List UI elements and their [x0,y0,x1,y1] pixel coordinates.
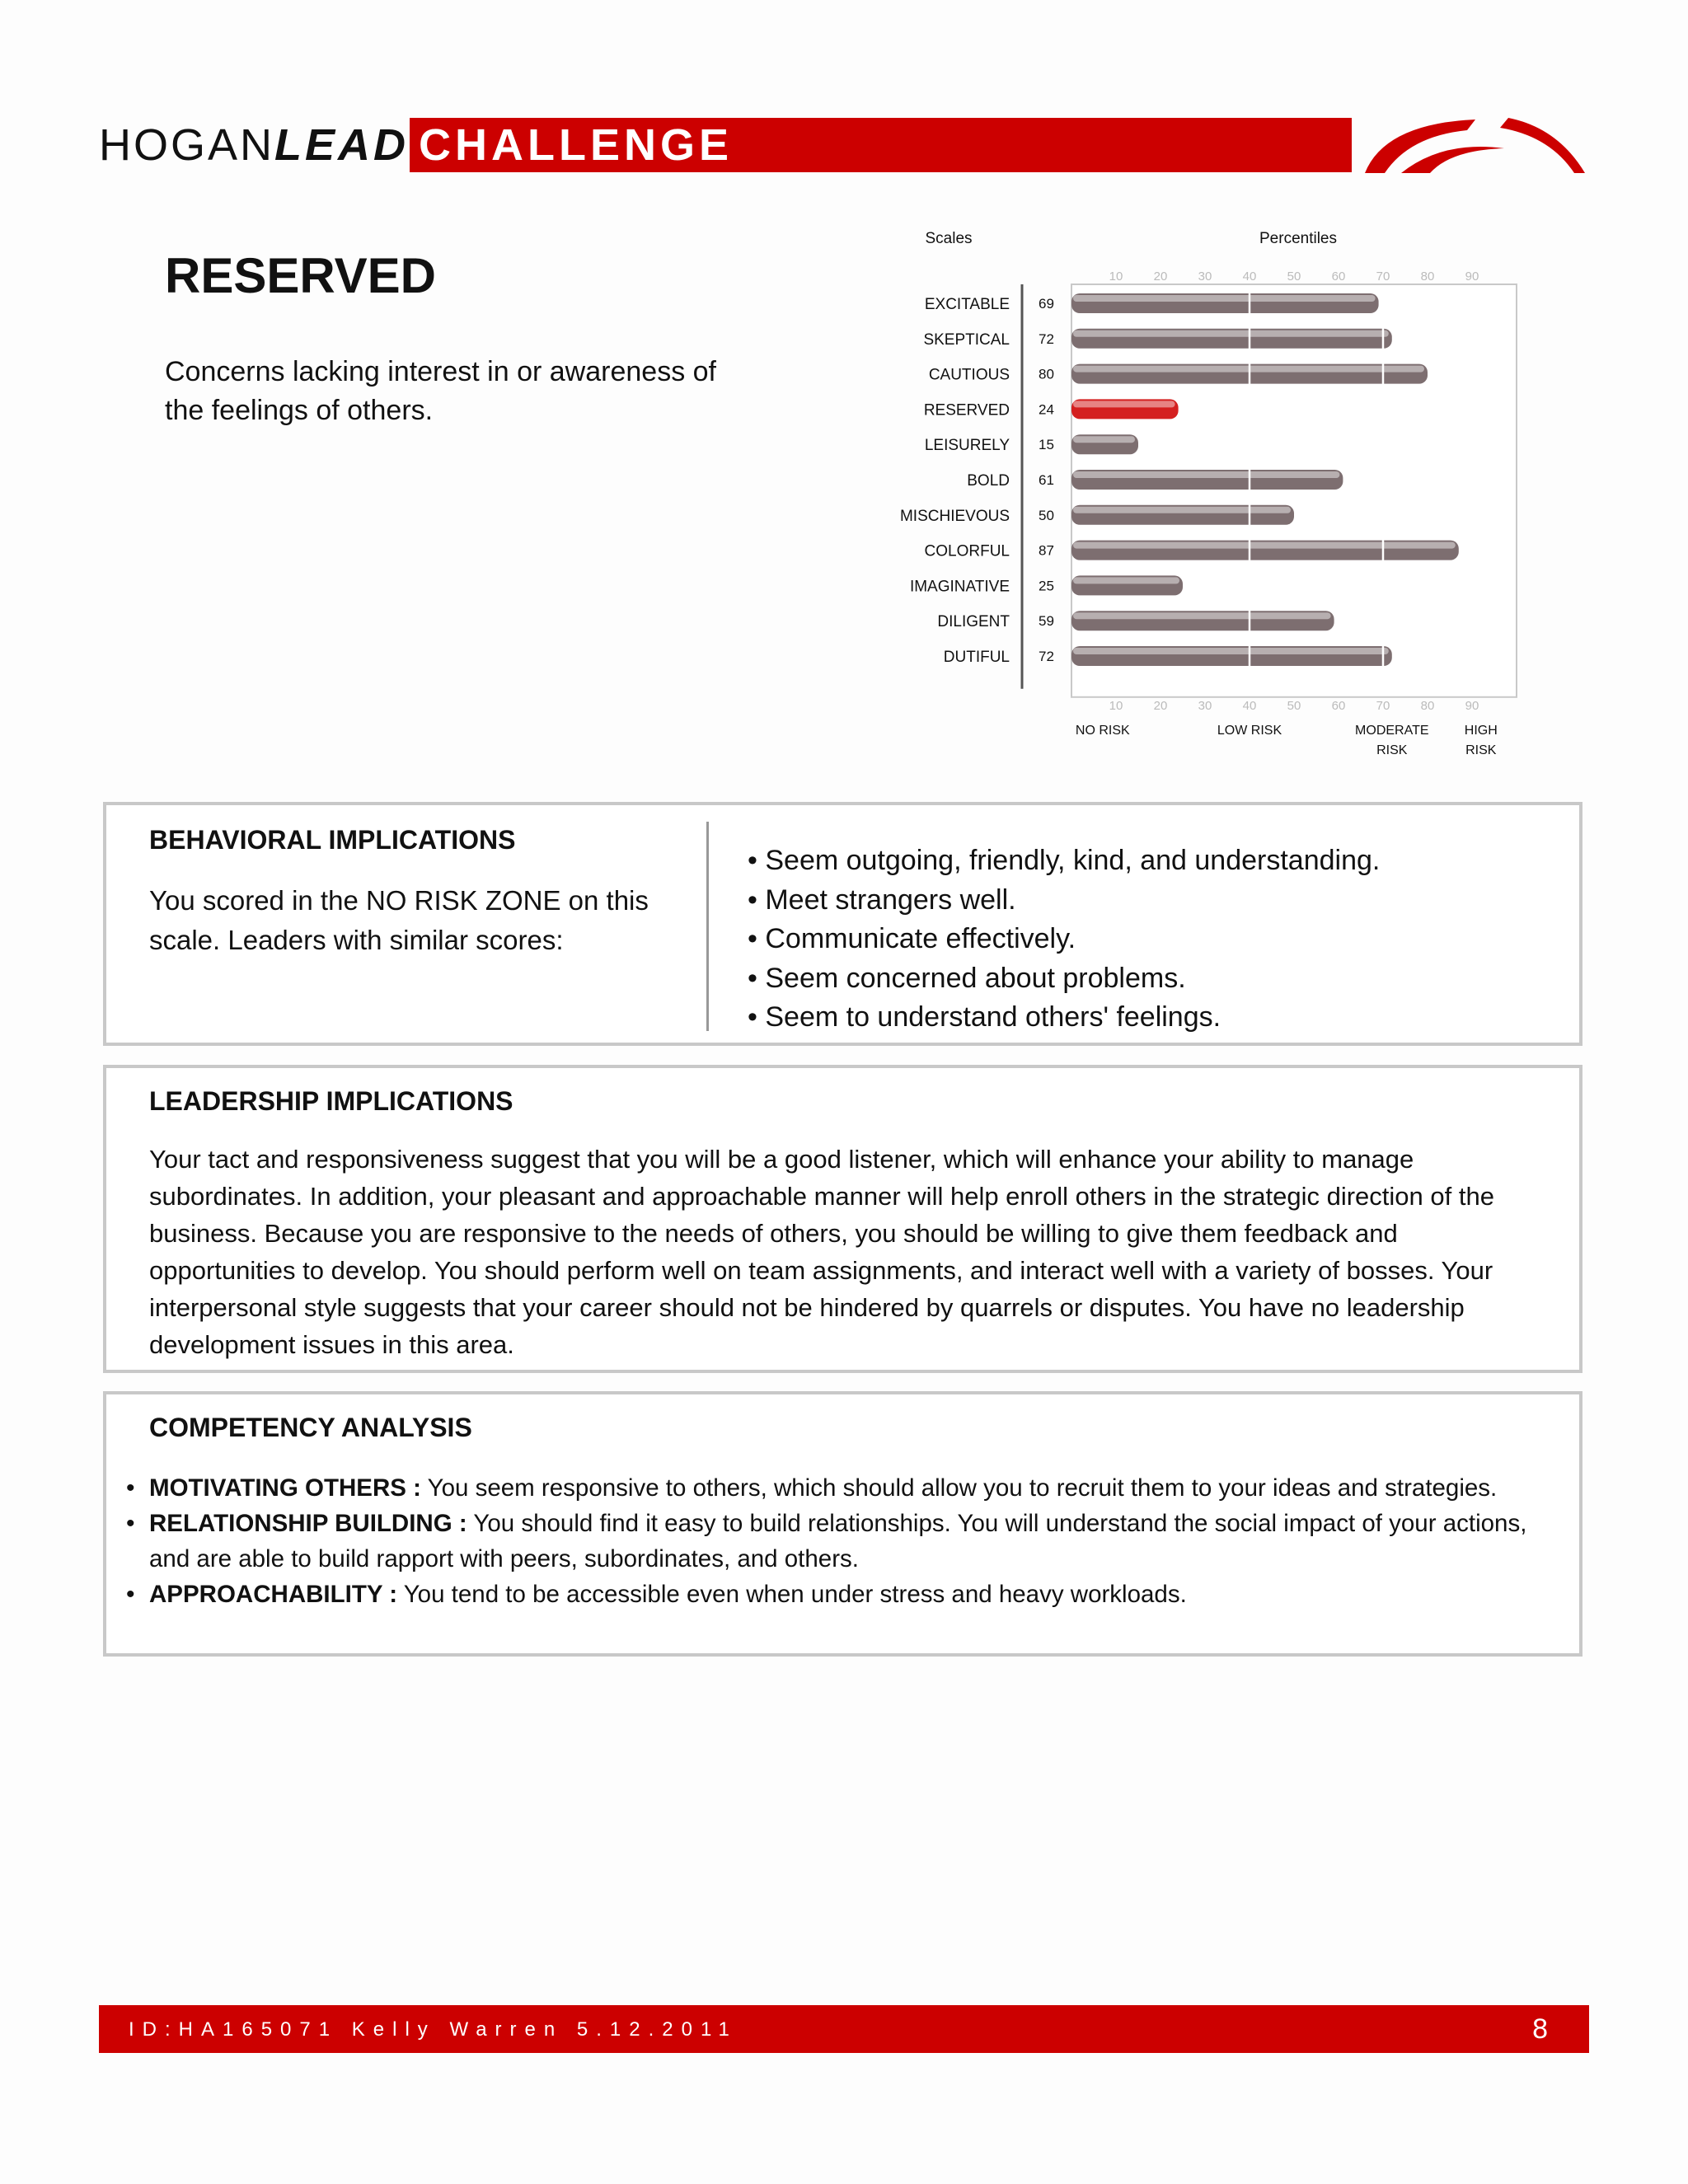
value-label: 87 [1039,542,1054,559]
competency-item [149,1506,1550,1577]
leadership-text: Your tact and responsiveness suggest that you will be a good listener, which will enhance your ability to manage subordinates. In addition, your pleasant and approachable manner will help enroll others in the strategic direction of the business. Because you are responsive to the needs of others, you should be willing to give them feedback and opportunities to develop. You should perform well on team assignments, and interact well with a variety of bosses. Your interpersonal style suggests that your career should not be hindered by quarrels or disputes. You have no leadership development issues in this area. [149,1145,1494,1359]
category-label: DILIGENT [937,613,1010,631]
competency-label: RELATIONSHIP BUILDING : [149,1510,467,1537]
behavioral-list [748,841,1380,1038]
product-name: CHALLENGE [419,120,733,170]
category-label: COLORFUL [924,542,1010,560]
x-tick-label-top: 90 [1465,269,1479,284]
competency-label: APPROACHABILITY : [149,1581,398,1608]
competency-label: MOTIVATING OTHERS : [149,1474,421,1502]
leadership-heading: LEADERSHIP IMPLICATIONS [149,1086,513,1116]
x-tick-label-bottom: 30 [1198,698,1212,713]
x-tick-label-top: 30 [1198,269,1212,284]
bar-highlight [1073,330,1389,337]
category-label: MISCHIEVOUS [899,507,1010,525]
value-label: 61 [1039,472,1054,488]
value-label: 25 [1039,578,1054,594]
percentile-chart [857,218,1533,754]
behavioral-item: • Seem to understand others' feelings. [748,998,1380,1038]
competency-list [149,1470,1550,1612]
zone-label-line2: RISK [1376,743,1408,754]
x-tick-label-bottom: 90 [1465,698,1479,713]
zone-label: LOW RISK [1217,723,1282,738]
category-label: RESERVED [923,401,1010,419]
bar-highlight [1073,612,1331,619]
competency-item [149,1577,1550,1612]
behavioral-item: • Seem outgoing, friendly, kind, and understanding. [748,841,1380,881]
hogan-swoosh-logo-icon [1352,107,1599,173]
x-tick-label-top: 10 [1109,269,1123,284]
value-label: 15 [1039,437,1054,453]
chart-percentiles-label: Percentiles [1259,230,1337,247]
footer-bar [99,2005,1589,2053]
value-label: 72 [1039,330,1054,347]
bar-highlight [1073,507,1291,513]
bar-highlight [1073,471,1339,478]
x-tick-label-bottom: 80 [1420,698,1435,713]
x-tick-label-top: 40 [1242,269,1257,284]
x-tick-label-bottom: 20 [1153,698,1168,713]
x-tick-label-bottom: 50 [1287,698,1301,713]
page-number: 8 [1532,2013,1548,2045]
category-label: BOLD [967,472,1010,490]
brand-prefix: HOGAN [99,120,275,170]
value-label: 50 [1039,507,1054,523]
behavioral-intro: You scored in the NO RISK ZONE on this scale. Leaders with similar scores: [149,885,649,955]
x-tick-label-bottom: 40 [1242,698,1257,713]
zone-label: NO RISK [1075,723,1130,738]
category-label: SKEPTICAL [923,330,1010,349]
x-tick-label-top: 50 [1287,269,1301,284]
competency-text: You tend to be accessible even when under stress and heavy workloads. [403,1581,1187,1608]
report-id: ID:HA165071 Kelly Warren 5.12.2011 [129,2018,738,2041]
behavioral-item: • Communicate effectively. [748,920,1380,959]
brand-wordmark [99,115,409,175]
x-tick-label-top: 60 [1331,269,1346,284]
behavioral-item: • Seem concerned about problems. [748,959,1380,999]
x-tick-label-top: 70 [1376,269,1390,284]
competency-item [149,1470,1550,1506]
competency-text: You seem responsive to others, which should allow you to recruit them to your ideas and strategies. [427,1474,1498,1502]
brand-bold: LEAD [274,120,410,170]
category-label: EXCITABLE [924,296,1010,313]
category-label: LEISURELY [924,437,1010,455]
panel-divider [706,822,709,1031]
zone-label: MODERATE [1355,723,1429,738]
value-label: 24 [1039,401,1054,418]
behavioral-item: • Meet strangers well. [748,881,1380,921]
value-label: 69 [1039,296,1054,312]
value-label: 72 [1039,649,1054,664]
x-tick-label-bottom: 10 [1109,698,1123,713]
bar-highlight [1073,542,1456,549]
competency-text: You should find it easy to build relationships. You will understand the social impact of your actions, and are able to build rapport with peers, subordinates, and others. [149,1510,1527,1572]
category-label: DUTIFUL [943,649,1010,666]
bar-highlight [1073,577,1179,583]
behavioral-heading: BEHAVIORAL IMPLICATIONS [149,825,516,855]
behavioral-implications-panel [103,802,1582,1046]
value-label: 59 [1039,613,1054,630]
bar-highlight [1073,295,1376,302]
leadership-implications-panel [103,1065,1582,1373]
x-tick-label-bottom: 60 [1331,698,1346,713]
zone-label-line2: RISK [1465,743,1497,754]
scale-title: RESERVED [165,248,437,303]
x-tick-label-top: 80 [1420,269,1435,284]
bar-highlight [1073,648,1389,654]
scale-description: Concerns lacking interest in or awareness of the feelings of others. [165,356,716,426]
bar-highlight [1073,401,1175,407]
competency-heading: COMPETENCY ANALYSIS [149,1413,472,1442]
chart-scales-label: Scales [925,230,973,247]
category-label: CAUTIOUS [928,366,1010,384]
category-label: IMAGINATIVE [909,578,1010,596]
competency-analysis-panel [103,1391,1582,1657]
x-tick-label-top: 20 [1153,269,1168,284]
bar-highlight [1073,436,1135,443]
value-label: 80 [1039,366,1054,382]
x-tick-label-bottom: 70 [1376,698,1390,713]
zone-label: HIGH [1464,723,1498,738]
